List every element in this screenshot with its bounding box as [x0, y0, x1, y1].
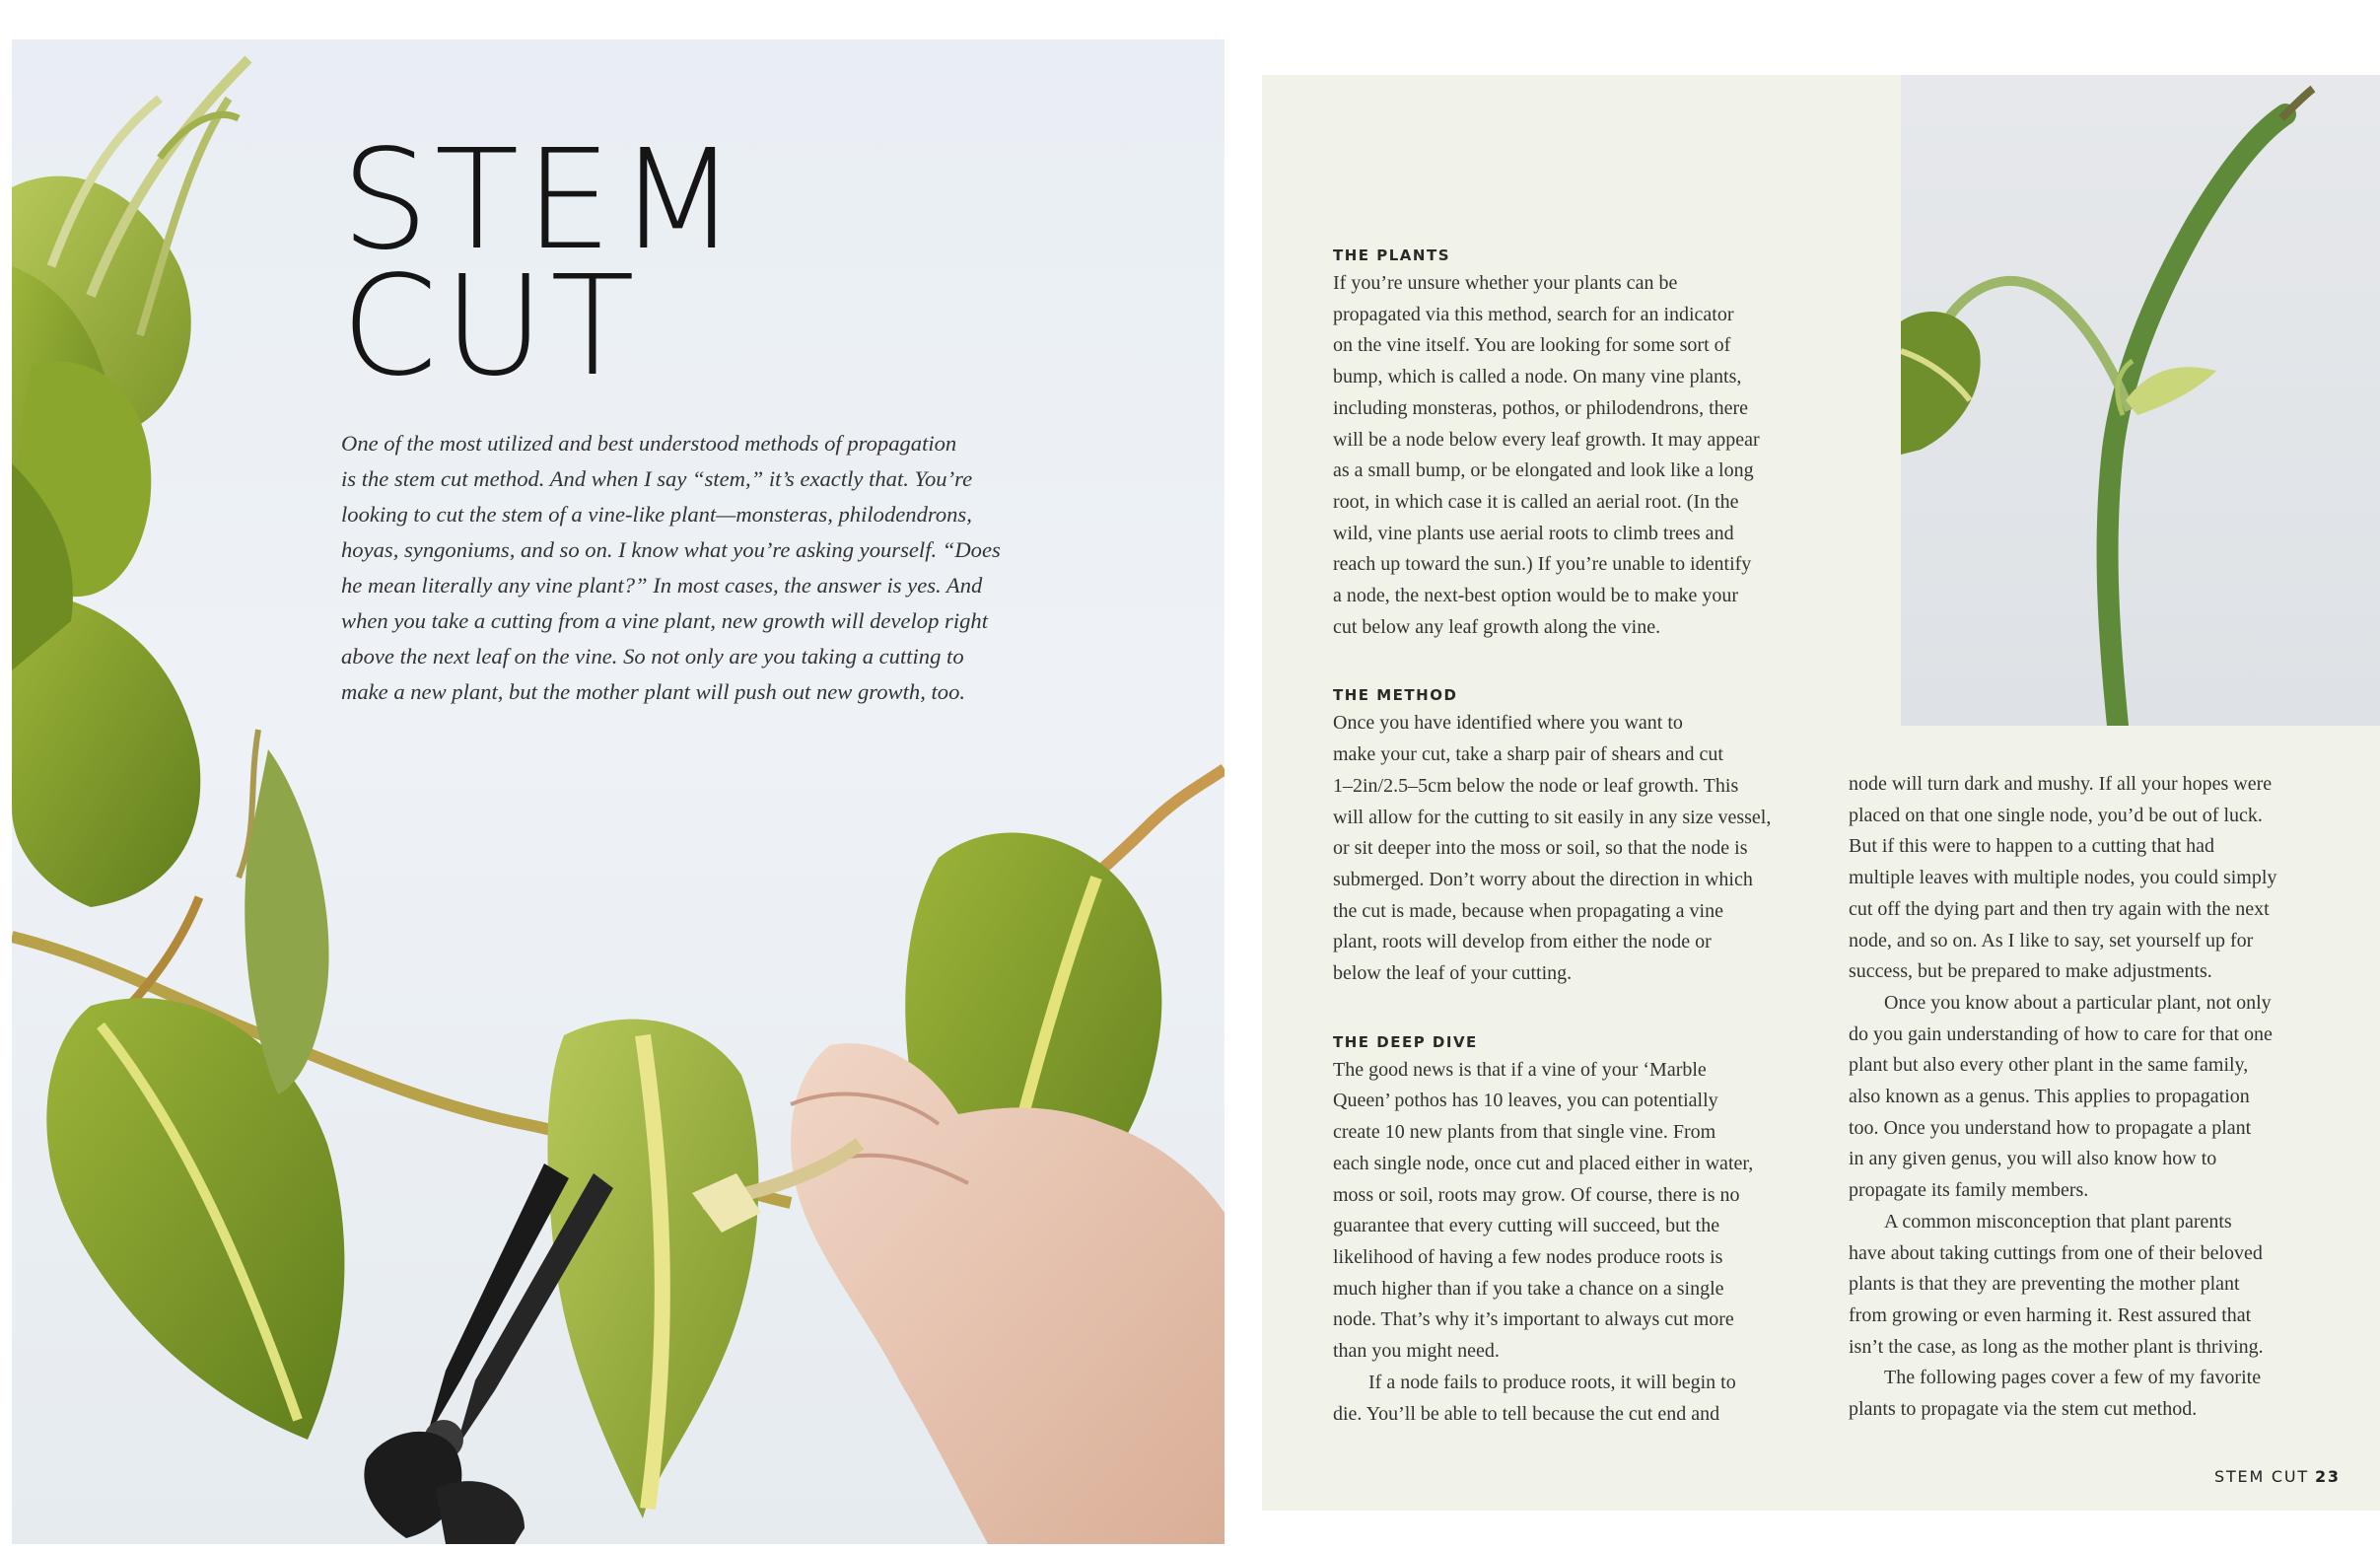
section-heading-deep-dive: THE DEEP DIVE [1333, 1032, 1478, 1051]
text-column-2 [1849, 769, 2351, 1426]
stem-node-photo [1901, 75, 2380, 726]
intro-line: he mean literally any vine plant?” In most cases, the answer is yes. And [341, 573, 983, 598]
title-line: STEM [341, 120, 743, 281]
page-title [341, 120, 743, 407]
intro-line: above the next leaf on the vine. So not only are you taking a cutting to [341, 644, 964, 669]
page-folio [2214, 1467, 2341, 1486]
intro-line: looking to cut the stem of a vine-like plant—monsteras, philodendrons, [341, 502, 972, 527]
section-heading-method: THE METHOD [1333, 686, 1458, 705]
closing-paragraph: The following pages cover a few of my favorite plants to propagate via the stem cut method. [1849, 1367, 2262, 1421]
intro-paragraph [341, 426, 1051, 710]
plants-paragraph: If you’re unsure whether your plants can be propagated via this method, search for an indicator on the vine itself. You are looking for some sort of bump, which is called a node. On many vine plants, including monsteras, pothos, or philodendrons, there will be a node below every leaf growth. It may appear as a small bump, or be elongated and look like a long root, in which case it is called an aerial root. (In the wild, vine plants use aerial roots to climb trees and reach up toward the sun.) If you’re unable to identify a node, the next-best option would be to make your cut below any leaf growth along the vine. [1333, 272, 1760, 638]
left-page [12, 39, 1225, 1544]
intro-line: when you take a cutting from a vine plant, new growth will develop right [341, 608, 988, 633]
title-line: CUT [341, 247, 641, 407]
intro-line: make a new plant, but the mother plant will push out new growth, too. [341, 679, 966, 704]
stem-node-illustration [1901, 75, 2380, 726]
method-paragraph: Once you have identified where you want to make your cut, take a sharp pair of shears and cut 1–2in/2.5–5cm below the node or leaf growth. This will allow for the cutting to sit easily in any size vessel, or sit deeper into the moss or soil, so that the node is submerged. Don’t worry about the direction in which the cut is made, because when propagating a vine plant, roots will develop from either the node or below the leaf of your cutting. [1333, 712, 1772, 985]
right-page [1262, 75, 2380, 1511]
deep-dive-paragraph: The good news is that if a vine of your ‘Marble Queen’ pothos has 10 leaves, you can potentially create 10 new plants from that single vine. From each single node, once cut and placed either in water, moss or soil, roots may grow. Of course, there is no guarantee that every cutting will succeed, but the likelihood of having a few nodes produce roots is much higher than if you take a chance on a single node. That’s why it’s important to always cut more than you might need. If a node fails to produce roots, it will begin to die. You’ll be able to tell because the cut end and [1333, 1058, 1754, 1425]
continued-paragraph: node will turn dark and mushy. If all your hopes were placed on that one single node, you’d be out of luck. But if this were to happen to a cutting that had multiple leaves with multiple nodes, you could simply cut off the dying part and then try again with the next node, and so on. As I like to say, set yourself up for success, but be prepared to make adjustments. [1849, 773, 2277, 983]
intro-line: One of the most utilized and best understood methods of propagation [341, 431, 957, 456]
page-number: 23 [2315, 1467, 2341, 1486]
section-heading-plants: THE PLANTS [1333, 247, 1451, 264]
text-column-1 [1333, 243, 1836, 1430]
genus-paragraph: Once you know about a particular plant, not only do you gain understanding of how to care for that one plant but also every other plant in the same family, also known as a genus. This applies to propagation too. Once you understand how to propagate a plant in any given genus, you will also know how to propagate its family members. [1849, 991, 2273, 1202]
misconception-paragraph: A common misconception that plant parents have about taking cuttings from one of their beloved plants is that they are preventing the mother plant from growing or even harming it. Rest assured that isn’t the case, as long as the mother plant is thriving. [1849, 1210, 2264, 1358]
intro-line: hoyas, syngoniums, and so on. I know what you’re asking yourself. “Does [341, 537, 1001, 562]
folio-section: STEM CUT [2214, 1467, 2309, 1486]
intro-line: is the stem cut method. And when I say “stem,” it’s exactly that. You’re [341, 466, 973, 491]
